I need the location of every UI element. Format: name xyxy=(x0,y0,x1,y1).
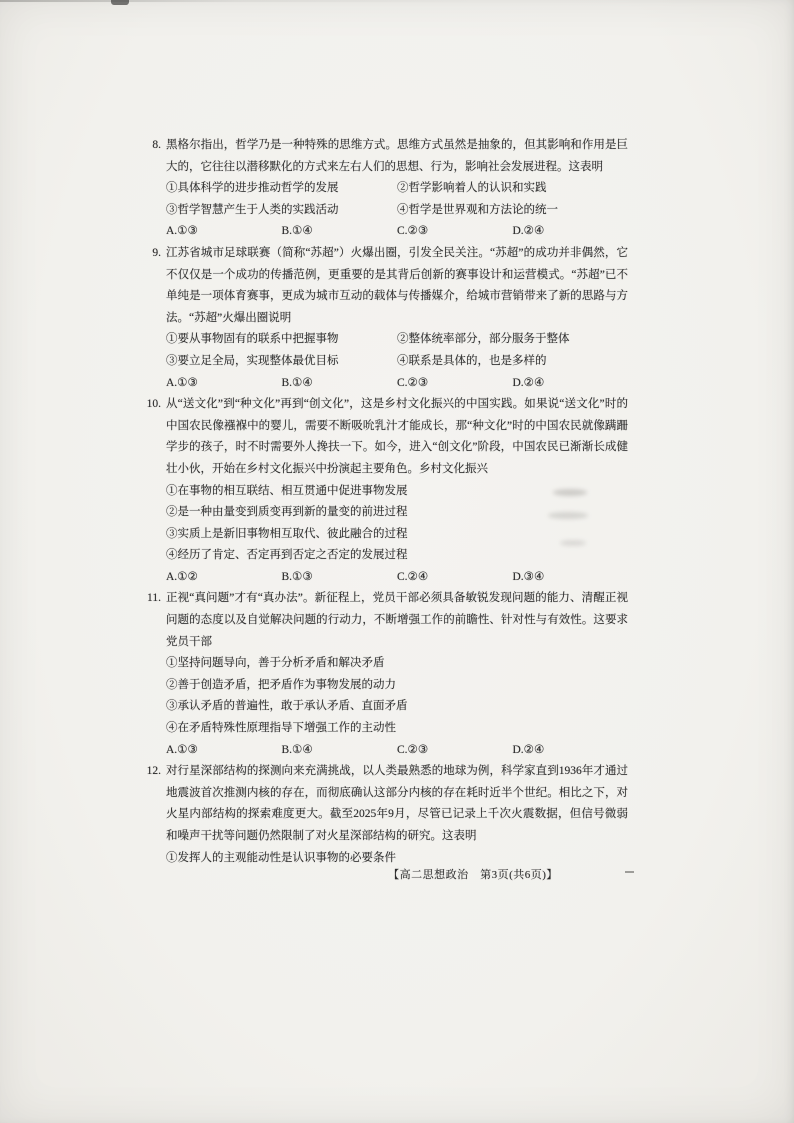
choices-row xyxy=(166,567,628,589)
statement-row xyxy=(166,329,628,351)
question-number: 12. xyxy=(146,765,161,778)
statement-row xyxy=(166,653,628,675)
statement-row xyxy=(166,718,628,740)
scan-artifact-top xyxy=(111,0,129,5)
statement-2: ②整体统率部分，部分服务于整体 xyxy=(397,333,570,346)
statement-3: ③承认矛盾的普遍性，敢于承认矛盾、直面矛盾 xyxy=(166,700,408,713)
question-number: 10. xyxy=(146,398,161,411)
statement-row xyxy=(166,675,628,697)
question-stem: 江苏省城市足球联赛（简称“苏超”）火爆出圈，引发全民关注。“苏超”的成功并非偶然，它不仅仅是一个成功的传播范例，更重要的是其背后创新的赛事设计和运营模式。“苏超”已不单纯是一项体育赛事，更成为城市互动的载体与传播媒介，给城市营销带来了新的思路与方法。“苏超”火爆出圈说明 xyxy=(166,246,628,324)
choice-b: B.①④ xyxy=(281,376,313,389)
statement-2: ②是一种由量变到质变再到新的量变的前进过程 xyxy=(166,506,408,519)
choice-b: B.①④ xyxy=(281,225,313,238)
statement-1: ①要从事物固有的联系中把握事物 xyxy=(166,333,339,346)
choice-c: C.②④ xyxy=(397,570,429,583)
question-12 xyxy=(140,761,628,869)
statement-row xyxy=(166,200,628,222)
question-10 xyxy=(140,394,628,588)
statement-3: ③哲学智慧产生于人类的实践活动 xyxy=(166,203,339,216)
question-stem: 对行星深部结构的探测向来充满挑战，以人类最熟悉的地球为例，科学家直到1936年才通过地震波首次推测内核的存在，而彻底确认这部分内核的存在耗时近半个世纪。相比之下，对火星内部结构的探索难度更大。截至2025年9月，尽管已记录上千次火震数据，但信号微弱和噪声干扰等问题仍然限制了对火星深部结构的研究。这表明 xyxy=(166,765,628,842)
statement-row xyxy=(166,696,628,718)
statement-4: ④哲学是世界观和方法论的统一 xyxy=(397,203,558,216)
choice-d: D.②④ xyxy=(512,743,545,756)
statement-row xyxy=(166,351,628,373)
choice-c: C.②③ xyxy=(397,376,429,389)
question-stem: 黑格尔指出，哲学乃是一种特殊的思维方式。思维方式虽然是抽象的，但其影响和作用是巨大的，它往往以潜移默化的方式来左右人们的思想、行为，影响社会发展进程。这表明 xyxy=(166,139,628,173)
choices-row xyxy=(166,373,628,395)
question-number: 8. xyxy=(152,139,161,151)
question-11 xyxy=(140,588,628,761)
statement-1: ①在事物的相互联结、相互贯通中促进事物发展 xyxy=(166,484,408,497)
choice-c: C.②③ xyxy=(397,743,429,756)
choice-a: A.①③ xyxy=(166,743,198,756)
scan-edge-shadow xyxy=(0,0,794,2)
page-footer: 【高二思想政治 第3页(共6页)】 xyxy=(388,869,558,881)
choices-row xyxy=(166,740,628,762)
statement-row xyxy=(166,502,628,524)
question-8 xyxy=(140,135,628,243)
choice-b: B.①④ xyxy=(281,743,313,756)
exam-content xyxy=(140,135,628,869)
choice-c: C.②③ xyxy=(397,225,429,238)
choice-d: D.②④ xyxy=(512,376,545,389)
statement-4: ④联系是具体的，也是多样的 xyxy=(397,354,547,367)
statement-row xyxy=(166,481,628,503)
choice-d: D.②④ xyxy=(512,225,545,238)
choice-b: B.①③ xyxy=(281,570,313,583)
statement-3: ③要立足全局，实现整体最优目标 xyxy=(166,354,339,367)
question-9 xyxy=(140,243,628,394)
statement-3: ③实质上是新旧事物相互取代、彼此融合的过程 xyxy=(166,527,408,540)
statement-row xyxy=(166,524,628,546)
statement-2: ②哲学影响着人的认识和实践 xyxy=(397,182,547,195)
choices-row xyxy=(166,221,628,243)
statement-4: ④在矛盾特殊性原理指导下增强工作的主动性 xyxy=(166,722,396,735)
choice-d: D.③④ xyxy=(512,570,545,583)
statement-1: ①坚持问题导向，善于分析矛盾和解决矛盾 xyxy=(166,657,385,670)
statement-row xyxy=(166,545,628,567)
choice-a: A.①② xyxy=(166,570,198,583)
question-stem: 正视“真问题”才有“真办法”。新征程上，党员干部必须具备敏锐发现问题的能力、清醒正视问题的态度以及自觉解决问题的行动力，不断增强工作的前瞻性、针对性与有效性。这要求党员干部 xyxy=(166,592,628,648)
statement-2: ②善于创造矛盾，把矛盾作为事物发展的动力 xyxy=(166,678,396,691)
statement-row xyxy=(166,178,628,200)
question-number: 11. xyxy=(147,592,161,605)
statement-1: ①具体科学的进步推动哲学的发展 xyxy=(166,182,339,195)
question-number: 9. xyxy=(152,246,161,259)
question-stem: 从“送文化”到“种文化”再到“创文化”，这是乡村文化振兴的中国实践。如果说“送文化”时的中国农民像襁褓中的婴儿，需要不断吸吮乳汁才能成长，那“种文化”时的中国农民就像蹒跚学步的孩子，时不时需要外人搀扶一下。如今，进入“创文化”阶段，中国农民已渐渐长成健壮小伙，开始在乡村文化振兴中扮演起主要角色。乡村文化振兴 xyxy=(166,398,628,475)
choice-a: A.①③ xyxy=(166,376,198,389)
choice-a: A.①③ xyxy=(166,225,198,238)
statement-1: ①发挥人的主观能动性是认识事物的必要条件 xyxy=(166,851,396,864)
statement-4: ④经历了肯定、否定再到否定之否定的发展过程 xyxy=(166,549,408,562)
